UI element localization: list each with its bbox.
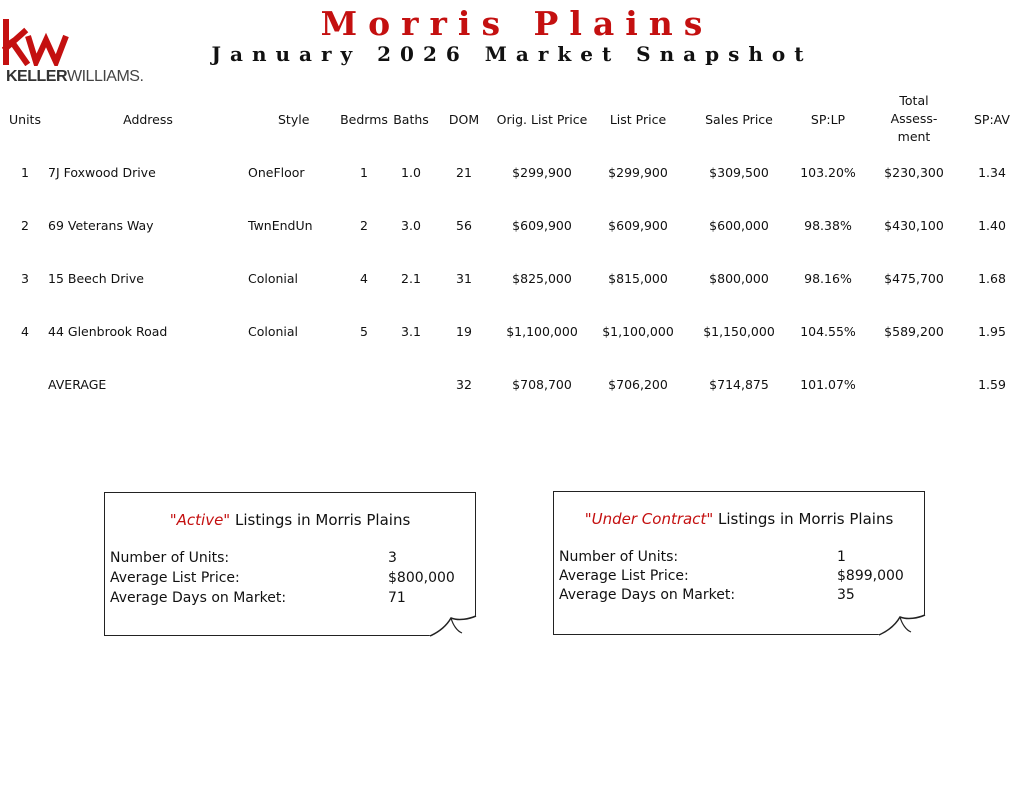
- under-contract-units-label: Number of Units:: [559, 549, 679, 565]
- cell-total-assessment: $230,300: [884, 165, 944, 180]
- header-sales-price: Sales Price: [705, 111, 773, 127]
- cell-bedrms: 1: [360, 165, 368, 180]
- cell-list-price: $815,000: [608, 271, 668, 286]
- cell-baths: 2.1: [401, 271, 421, 286]
- cell-unit: 1: [21, 165, 29, 180]
- cell-sp-lp: 104.55%: [800, 324, 856, 339]
- page-subtitle: January 2026 Market Snapshot: [211, 42, 813, 66]
- cell-orig-list-price: $299,900: [512, 165, 572, 180]
- cell-dom: 19: [456, 324, 472, 339]
- active-dom-label: Average Days on Market:: [110, 590, 287, 606]
- under-contract-units-value: 1: [837, 549, 846, 565]
- header-list-price: List Price: [609, 111, 667, 127]
- header-sp-av: SP:AV: [974, 111, 1010, 127]
- cell-list-price: $1,100,000: [602, 324, 674, 339]
- average-sp-lp: 101.07%: [800, 377, 856, 392]
- cell-unit: 3: [21, 271, 29, 286]
- header-address: Address: [123, 111, 173, 127]
- cell-baths: 3.0: [401, 218, 421, 233]
- average-row: [2, 358, 1022, 411]
- under-contract-dom-value: 35: [837, 587, 855, 603]
- cell-bedrms: 5: [360, 324, 368, 339]
- cell-sp-lp: 98.16%: [804, 271, 852, 286]
- under-contract-price-label: Average List Price:: [559, 568, 689, 584]
- cell-style: Colonial: [248, 324, 299, 339]
- page-curl-icon: [878, 614, 926, 636]
- header-baths: Baths: [393, 111, 429, 127]
- active-units-value: 3: [388, 550, 397, 566]
- cell-dom: 21: [456, 165, 472, 180]
- cell-address: 69 Veterans Way: [48, 218, 154, 233]
- cell-sales-price: $600,000: [709, 218, 769, 233]
- average-label: AVERAGE: [48, 377, 107, 392]
- cell-unit: 2: [21, 218, 29, 233]
- active-listings-box: [104, 492, 476, 636]
- cell-orig-list-price: $825,000: [512, 271, 572, 286]
- under-contract-listings-title: "Under Contract" Listings in Morris Plains: [584, 510, 894, 528]
- active-price-label: Average List Price:: [110, 570, 240, 586]
- cell-baths: 1.0: [401, 165, 421, 180]
- cell-unit: 4: [21, 324, 29, 339]
- cell-total-assessment: $430,100: [884, 218, 944, 233]
- header-orig-list-price: Orig. List Price: [496, 111, 588, 127]
- cell-bedrms: 4: [360, 271, 368, 286]
- cell-sp-lp: 103.20%: [800, 165, 856, 180]
- average-list-price: $706,200: [608, 377, 668, 392]
- average-sp-av: 1.59: [978, 377, 1006, 392]
- header-units: Units: [9, 111, 41, 127]
- page-curl-icon: [429, 615, 477, 637]
- header-sp-lp: SP:LP: [810, 111, 846, 127]
- header-dom: DOM: [448, 111, 480, 127]
- cell-address: 15 Beech Drive: [48, 271, 144, 286]
- cell-sp-av: 1.40: [978, 218, 1006, 233]
- cell-list-price: $299,900: [608, 165, 668, 180]
- active-units-label: Number of Units:: [110, 550, 230, 566]
- table-row: [2, 305, 1022, 358]
- table-row: [2, 199, 1022, 252]
- cell-sp-av: 1.95: [978, 324, 1006, 339]
- page-title: Morris Plains: [320, 4, 714, 43]
- table-row: [2, 146, 1022, 199]
- cell-address: 44 Glenbrook Road: [48, 324, 168, 339]
- cell-bedrms: 2: [360, 218, 368, 233]
- header-style: Style: [278, 111, 310, 127]
- cell-orig-list-price: $1,100,000: [506, 324, 578, 339]
- under-contract-price-value: $899,000: [837, 568, 904, 584]
- cell-orig-list-price: $609,900: [512, 218, 572, 233]
- cell-total-assessment: $475,700: [884, 271, 944, 286]
- header-bedrms: Bedrms: [340, 111, 388, 127]
- cell-style: OneFloor: [248, 165, 305, 180]
- cell-sales-price: $1,150,000: [703, 324, 775, 339]
- cell-sp-lp: 98.38%: [804, 218, 852, 233]
- cell-dom: 56: [456, 218, 472, 233]
- average-sales-price: $714,875: [709, 377, 769, 392]
- table-header-row: [2, 92, 1022, 146]
- cell-style: TwnEndUn: [248, 218, 313, 233]
- average-dom: 32: [456, 377, 472, 392]
- under-contract-listings-box: [553, 491, 925, 635]
- cell-style: Colonial: [248, 271, 299, 286]
- cell-total-assessment: $589,200: [884, 324, 944, 339]
- table-row: [2, 252, 1022, 305]
- header-total-assessment: Total Assess-ment: [890, 93, 938, 144]
- logo-wordmark: KELLERWILLIAMS.: [6, 68, 144, 85]
- cell-address: 7J Foxwood Drive: [48, 165, 156, 180]
- average-orig-list-price: $708,700: [512, 377, 572, 392]
- active-listings-title: "Active" Listings in Morris Plains: [169, 511, 411, 529]
- cell-sales-price: $800,000: [709, 271, 769, 286]
- under-contract-dom-label: Average Days on Market:: [559, 587, 736, 603]
- active-dom-value: 71: [388, 590, 406, 606]
- cell-sp-av: 1.34: [978, 165, 1006, 180]
- cell-list-price: $609,900: [608, 218, 668, 233]
- active-price-value: $800,000: [388, 570, 455, 586]
- sales-table: [2, 92, 1022, 411]
- cell-dom: 31: [456, 271, 472, 286]
- cell-baths: 3.1: [401, 324, 421, 339]
- cell-sp-av: 1.68: [978, 271, 1006, 286]
- cell-sales-price: $309,500: [709, 165, 769, 180]
